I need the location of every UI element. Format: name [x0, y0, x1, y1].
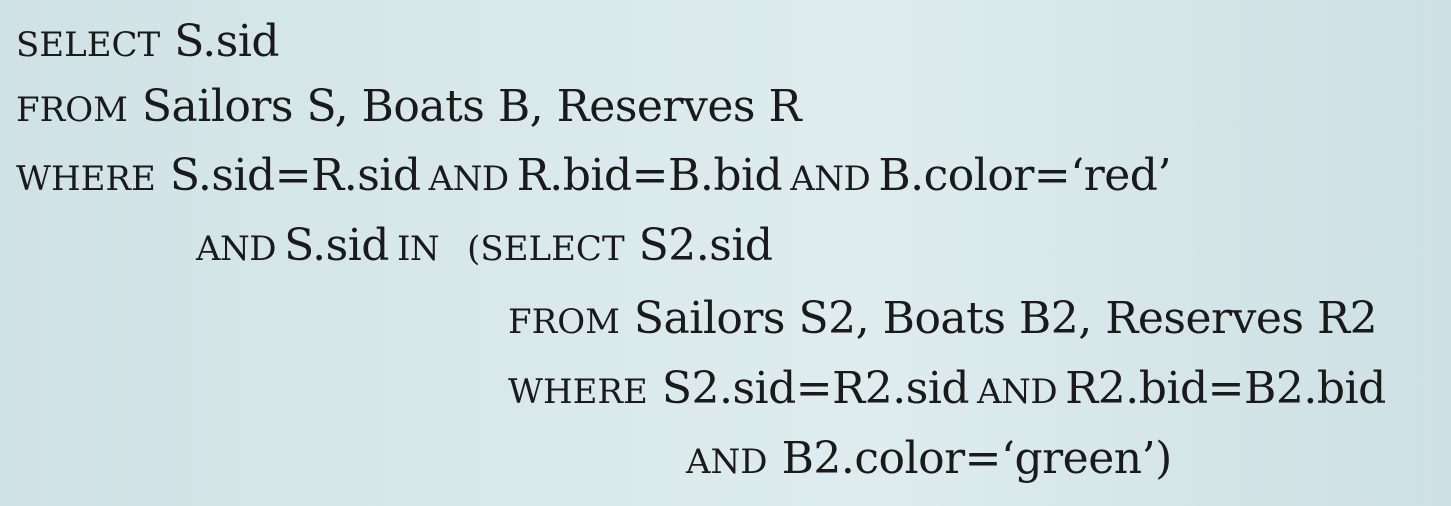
subquery-line-from	[508, 291, 1377, 350]
in-column: S.sid	[284, 220, 389, 271]
query-line-and-in	[196, 218, 773, 277]
subquery-columns: S2.sid	[638, 220, 773, 271]
keyword-select: SELECT	[16, 25, 161, 65]
keyword-and: AND	[686, 442, 768, 482]
keyword-and: AND	[196, 229, 277, 269]
where-condition-2: R.bid=B.bid	[516, 150, 783, 201]
keyword-and: AND	[428, 159, 509, 199]
keyword-where: WHERE	[508, 372, 648, 412]
subquery-condition-3: B2.color=‘green’)	[781, 433, 1172, 484]
select-columns: S.sid	[174, 16, 280, 67]
keyword-and: AND	[977, 372, 1058, 412]
where-condition-3: B.color=‘red’	[878, 150, 1171, 201]
subquery-line-where	[508, 361, 1386, 420]
keyword-and: AND	[790, 159, 871, 199]
query-line-where	[16, 148, 1171, 207]
subquery-line-and	[686, 431, 1172, 490]
keyword-in: IN	[396, 229, 440, 269]
subquery-condition-1: S2.sid=R2.sid	[661, 363, 970, 414]
subquery-condition-2: R2.bid=B2.bid	[1065, 363, 1386, 414]
keyword-from: FROM	[508, 302, 620, 342]
keyword-from: FROM	[16, 90, 128, 130]
from-tables: Sailors S, Boats B, Reserves R	[141, 81, 802, 132]
query-line-select	[16, 14, 279, 73]
subquery-select: (SELECT	[467, 229, 625, 269]
subquery-tables: Sailors S2, Boats B2, Reserves R2	[633, 293, 1378, 344]
where-condition-1: S.sid=R.sid	[169, 150, 421, 201]
keyword-where: WHERE	[16, 159, 156, 199]
query-line-from	[16, 79, 801, 138]
